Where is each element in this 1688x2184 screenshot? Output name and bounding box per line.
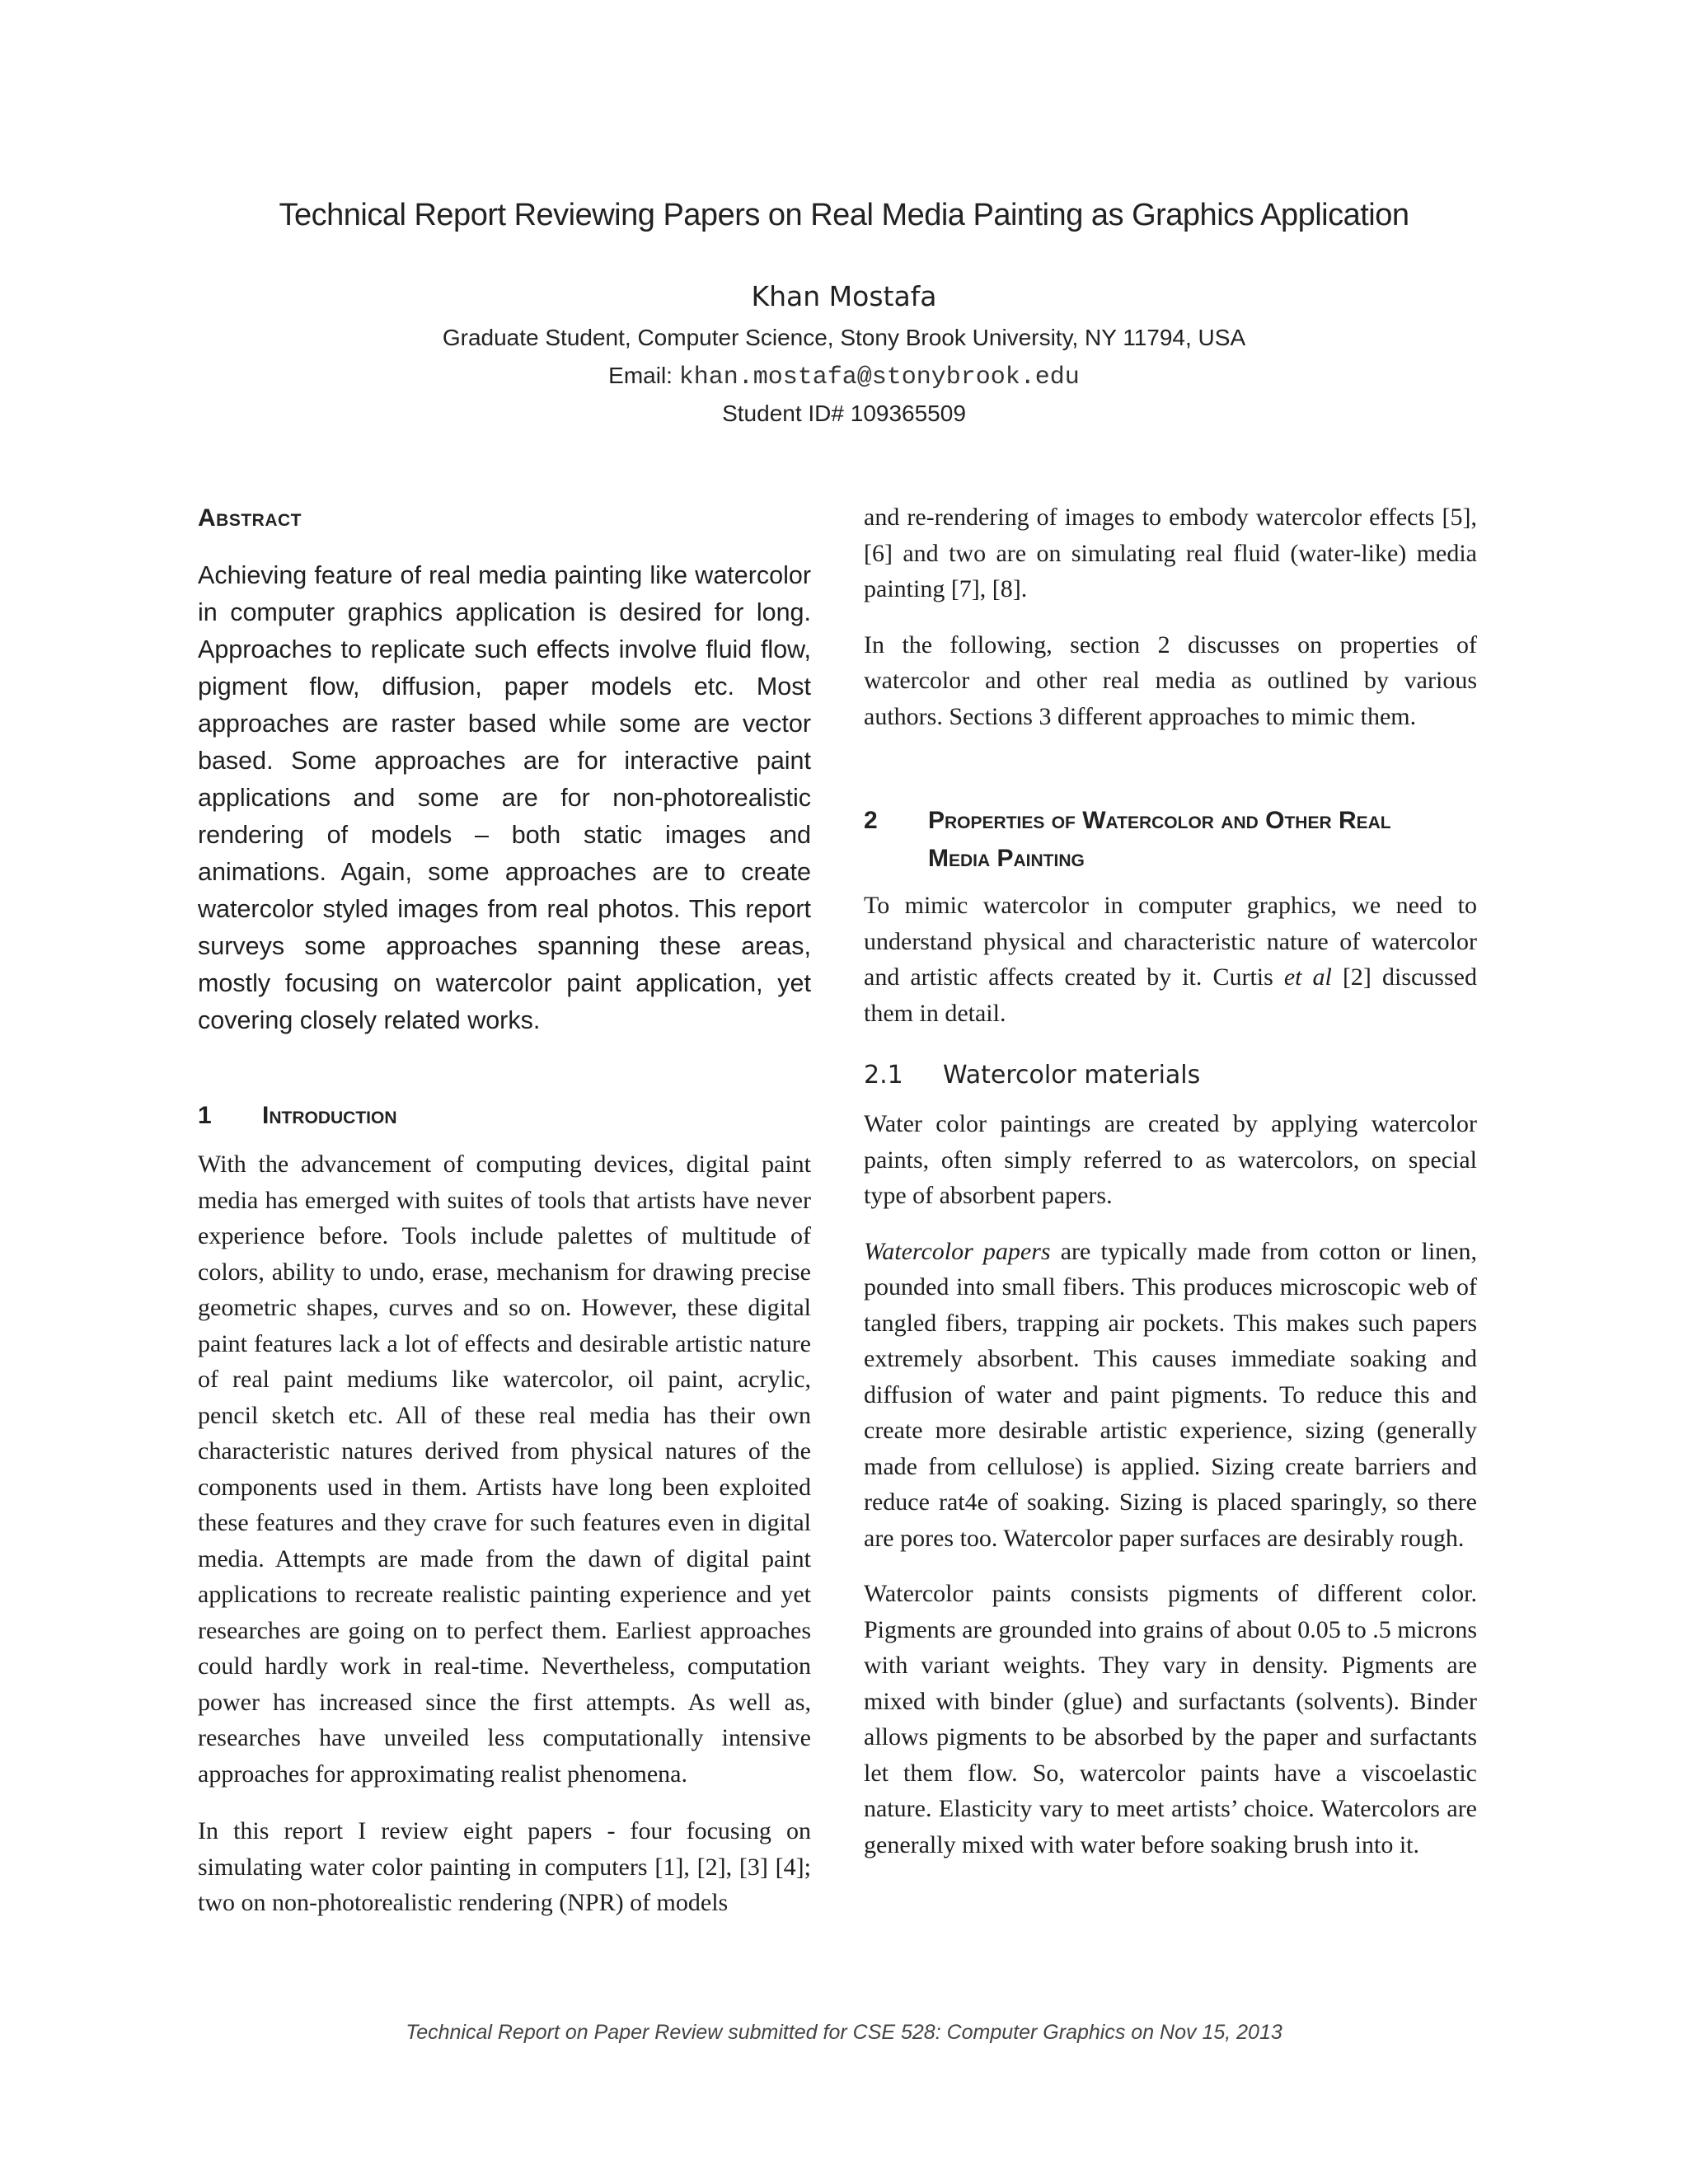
abstract-text: Achieving feature of real media painting like watercolor in computer graphics application is desired for long. Approaches to replicate such effects involve fluid flow, pigment flow, diffusion, paper models etc. Most approaches are raster based while some are vector based. Some approaches are for interactive paint applications and some are for non-photorealistic rendering of models – both static images and animations. Again, some approaches are to create watercolor styled images from real photos. This report surveys some approaches spanning these areas, mostly focusing on watercolor paint application, yet covering closely related works. [198,561,811,1034]
author-affiliation: Graduate Student, Computer Science, Stony Brook University, NY 11794, USA [442,325,1246,350]
subsection-2-1-heading [864,1061,1477,1090]
section-2-title [928,802,1391,878]
student-id: Student ID# 109365509 [722,401,966,426]
section-2-title-line1: Properties of Watercolor and Other Real [928,807,1391,834]
section-2-number: 2 [864,807,878,834]
right-column [864,499,1477,1863]
subsection-2-1-paragraph-1: Water color paintings are created by applying watercolor paints, often simply referred to as watercolors, on special type of absorbent papers. [864,1110,1477,1209]
subsection-2-1-paragraph-3: Watercolor paints consists pigments of different color. Pigments are grounded into grains of about 0.05 to .5 microns with variant weights. They vary in density. Pigments are mixed with binder (glue) and surfactants (solvents). Binder allows pigments to be absorbed by the paper and surfactants let them flow. So, watercolor paints have a viscoelastic nature. Elasticity vary to meet artists’ choice. Watercolors are generally mixed with water before soaking brush into it. [864,1580,1477,1858]
section-2-heading [864,802,1477,878]
et-al-emphasis: et al [1283,963,1332,991]
abstract-heading: Abstract [198,504,302,532]
subsection-2-1-title: Watercolor materials [943,1061,1201,1090]
section-2-paragraph-1 [864,888,1477,1031]
email-label: Email: [608,363,679,388]
section-1-number: 1 [198,1102,212,1129]
section-2-title-line2: Media Painting [928,845,1085,872]
intro-paragraph-2: In this report I review eight papers - four focusing on simulating water color painting in computers [1], [2], [3] [4]; two on non-photorealistic rendering (NPR) of models [198,1817,811,1916]
intro-paragraph-3: In the following, section 2 discusses on properties of watercolor and other real media as outlined by various authors. Sections 3 different approaches to mimic them. [864,630,1477,730]
subsection-2-1-paragraph-2 [864,1234,1477,1557]
author-name: Khan Mostafa [751,280,937,312]
page-footer: Technical Report on Paper Review submitted for CSE 528: Computer Graphics on Nov 15, 2013 [406,2021,1282,2044]
section-2-paragraph-1-tail: [2] discussed them in detail. [864,963,1477,1027]
author-email-line [0,363,1688,391]
intro-paragraph-1: With the advancement of computing devices, digital paint media has emerged with suites of tools that artists have never experience before. Tools include palettes of multitude of colors, ability to undo, erase, mechanism for drawing precise geometric shapes, curves and so on. However, these digital paint features lack a lot of effects and desirable artistic nature of real paint mediums like watercolor, oil paint, acrylic, pencil sketch etc. All of these real media has their own characteristic natures derived from physical natures of the components used in them. Artists have long been exploited these features and they crave for such features even in digital media. Attempts are made from the dawn of digital paint applications to recreate realistic painting experience and yet researches are going on to perfect them. Earliest approaches could hardly work in real-time. Nevertheless, computation power has increased since the first attempts. As well as, researches have unveiled less computationally intensive approaches for approximating realist phenomena. [198,1151,811,1788]
subsection-2-1-paragraph-2-text: are typically made from cotton or linen, pounded into small fibers. This produces microscopic web of tangled fibers, trapping air pockets. This makes such papers extremely absorbent. This causes immediate soaking and diffusion of water and paint pigments. To reduce this and create more desirable artistic experience, sizing (generally made from cellulose) is applied. Sizing create barriers and reduce rat4e of soaking. Sizing is placed sparingly, so there are pores too. Watercolor paper surfaces are desirably rough. [864,1237,1477,1552]
section-1-title: Introduction [262,1102,397,1129]
paper-title: Technical Report Reviewing Papers on Real Media Painting as Graphics Application [279,198,1409,232]
subsection-2-1-number: 2.1 [864,1061,903,1090]
intro-paragraph-2-continued: and re-rendering of images to embody watercolor effects [5], [6] and two are on simulating real fluid (water-like) media painting [7], [8]. [864,504,1477,602]
email-address: khan.mostafa@stonybrook.edu [678,363,1080,391]
section-1-heading [198,1102,811,1130]
left-column [198,499,811,1921]
section-2-paragraph-1-text: To mimic watercolor in computer graphics, we need to understand physical and characteristic nature of watercolor and artistic affects created by it. Curtis [864,892,1477,991]
watercolor-papers-emphasis: Watercolor papers [864,1237,1051,1265]
